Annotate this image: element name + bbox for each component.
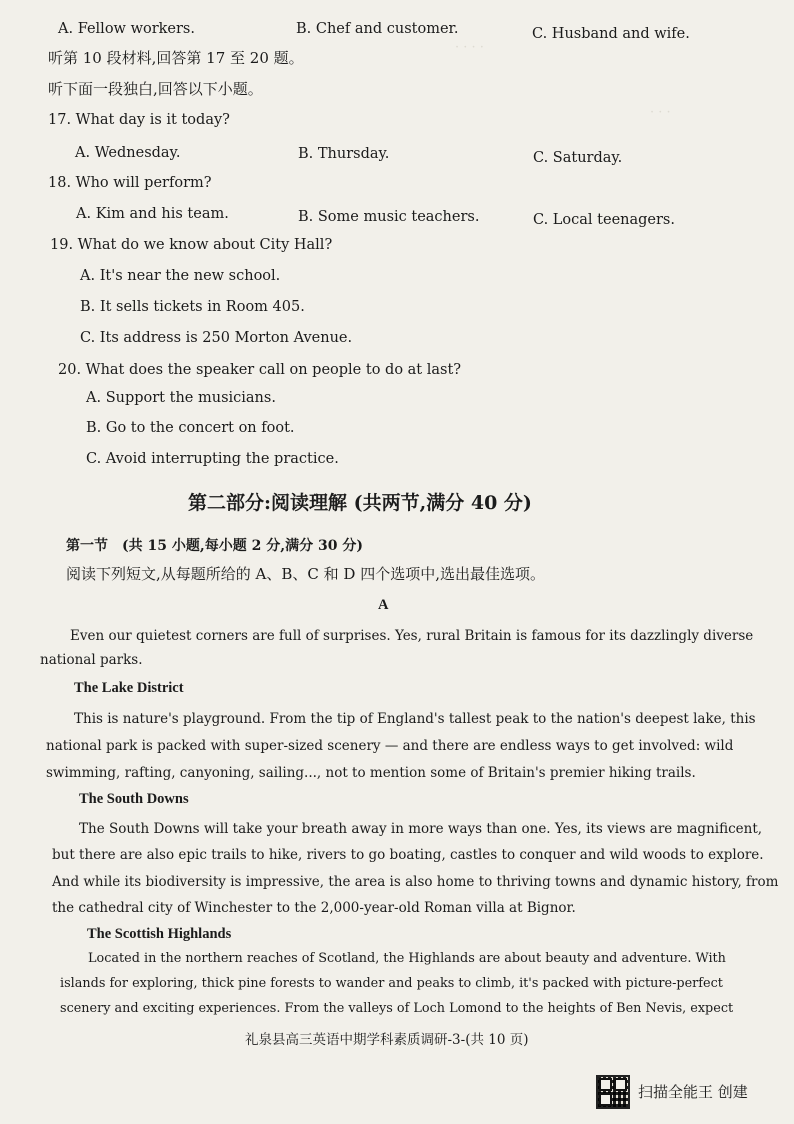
reading-instruction: 阅读下列短文,从每题所给的 A、B、C 和 D 四个选项中,选出最佳选项。 (66, 565, 545, 583)
lake-district-heading: The Lake District (74, 680, 184, 696)
passage-letter: A (378, 597, 389, 613)
part-two-title: 第二部分:阅读理解 (共两节,满分 40 分) (188, 492, 532, 514)
instruction-material-10: 听第 10 段材料,回答第 17 至 20 题。 (48, 49, 304, 67)
qr-code-icon (596, 1075, 630, 1109)
q19-option-c: C. Its address is 250 Morton Avenue. (80, 330, 353, 346)
bleed-through-text: · · · (650, 105, 671, 120)
lake-district-line: This is nature's playground. From the tip of England's tallest peak to the nation's deepest lake, this (74, 711, 756, 727)
q17-stem: 17. What day is it today? (48, 112, 230, 128)
q20-option-a: A. Support the musicians. (86, 390, 276, 406)
q19-stem: 19. What do we know about City Hall? (50, 237, 333, 253)
q20-option-b: B. Go to the concert on foot. (86, 420, 295, 436)
q16-option-b: B. Chef and customer. (296, 21, 459, 37)
q17-option-c: C. Saturday. (533, 150, 623, 166)
q18-option-a: A. Kim and his team. (76, 206, 229, 222)
highlands-line: Located in the northern reaches of Scotland, the Highlands are about beauty and adventure. With (88, 951, 726, 966)
south-downs-heading: The South Downs (79, 791, 189, 807)
section-one-title: 第一节 (共 15 小题,每小题 2 分,满分 30 分) (66, 538, 363, 554)
q18-option-c: C. Local teenagers. (533, 212, 675, 228)
intro-line: national parks. (40, 652, 143, 668)
q19-option-a: A. It's near the new school. (80, 268, 281, 284)
scanner-watermark-label: 扫描全能王 创建 (638, 1083, 748, 1101)
highlands-line: islands for exploring, thick pine forests to wander and peaks to climb, it's packed with picture-perfect (60, 976, 723, 991)
q18-stem: 18. Who will perform? (48, 175, 212, 191)
q19-option-b: B. It sells tickets in Room 405. (80, 299, 305, 315)
page-footer: 礼泉县高三英语中期学科素质调研-3-(共 10 页) (245, 1032, 529, 1048)
q17-option-a: A. Wednesday. (75, 145, 181, 161)
south-downs-line: The South Downs will take your breath away in more ways than one. Yes, its views are magnificent, (79, 821, 763, 837)
south-downs-line: the cathedral city of Winchester to the 2,000-year-old Roman villa at Bignor. (52, 900, 576, 916)
q20-option-c: C. Avoid interrupting the practice. (86, 451, 339, 467)
q18-option-b: B. Some music teachers. (298, 209, 480, 225)
bleed-through-text: · · · · (455, 40, 484, 55)
q17-option-b: B. Thursday. (298, 146, 390, 162)
lake-district-line: national park is packed with super-sized scenery — and there are endless ways to get involved: wild (46, 738, 734, 754)
lake-district-line: swimming, rafting, canyoning, sailing..., not to mention some of Britain's premier hiking trails. (46, 765, 696, 781)
highlands-line: scenery and exciting experiences. From the valleys of Loch Lomond to the heights of Ben Nevis, expect (60, 1001, 734, 1016)
highlands-heading: The Scottish Highlands (87, 926, 232, 942)
instruction-monologue: 听下面一段独白,回答以下小题。 (48, 80, 263, 98)
q20-stem: 20. What does the speaker call on people to do at last? (58, 362, 462, 378)
q16-option-c: C. Husband and wife. (532, 26, 690, 42)
q16-option-a: A. Fellow workers. (58, 21, 195, 37)
south-downs-line: but there are also epic trails to hike, rivers to go boating, castles to conquer and wild woods to explore. (52, 847, 764, 863)
south-downs-line: And while its biodiversity is impressive, the area is also home to thriving towns and dynamic history, from (52, 874, 779, 890)
intro-line: Even our quietest corners are full of surprises. Yes, rural Britain is famous for its dazzlingly diverse (70, 628, 754, 644)
